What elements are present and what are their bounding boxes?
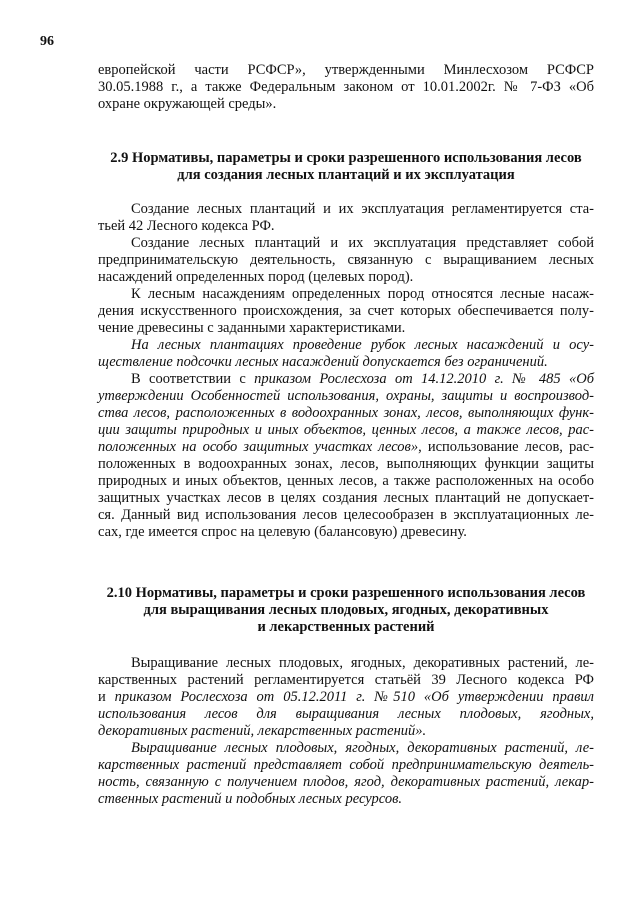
heading-line: 2.9 Нормативы, параметры и сроки разрешенного использования лесов bbox=[110, 150, 582, 166]
paragraph bbox=[98, 371, 594, 541]
text-line: ся. Данный вид использования лесов целесообразен в эксплуатационных ле- bbox=[98, 507, 594, 523]
text-line: 30.05.1988 г., а также Федеральным законом от 10.01.2002г. № 7-ФЗ «Об bbox=[98, 79, 594, 95]
text-line: европейской части РСФСР», утвержденными Минлесхозом РСФСР bbox=[98, 62, 594, 78]
text-line: использования лесов для выращивания лесных плодовых, ягодных, bbox=[98, 706, 594, 722]
page-number: 96 bbox=[40, 34, 54, 49]
text-run: приказом Рослесхоза от 14.12.2010 г. № 485 «Об bbox=[254, 371, 594, 387]
section-body-2-9 bbox=[98, 201, 594, 541]
text-line: защитных участках лесов в целях создания лесных плантаций не допускает- bbox=[98, 490, 594, 506]
text-line: положенных в водоохранных зонах, лесов, выполняющих функции защиты bbox=[98, 456, 594, 472]
text-line bbox=[98, 439, 594, 456]
paragraph bbox=[98, 286, 594, 337]
text-line: охране окружающей среды». bbox=[98, 96, 277, 112]
text-line bbox=[98, 371, 594, 388]
paragraph bbox=[98, 201, 594, 235]
text-line: ственных растений и подобных лесных ресурсов. bbox=[98, 791, 403, 807]
text-line: карственных растений регламентируется статьёй 39 Лесного кодекса РФ bbox=[98, 672, 594, 688]
paragraph-italic bbox=[98, 740, 594, 808]
text-line: природных и иных объектов, ценных лесов, а также расположенных на особо bbox=[98, 473, 594, 489]
paragraph bbox=[98, 235, 594, 286]
text-line: ществление подсочки лесных насаждений допускается без ограничений. bbox=[98, 354, 548, 370]
heading-line: 2.10 Нормативы, параметры и сроки разрешенного использования лесов bbox=[106, 585, 586, 601]
heading-line: для выращивания лесных плодовых, ягодных, декоративных bbox=[143, 602, 549, 618]
text-line: Создание лесных плантаций и их эксплуатация регламентируется ста- bbox=[131, 201, 594, 217]
text-line: Создание лесных плантаций и их эксплуатация представляет собой bbox=[131, 235, 594, 251]
paragraph bbox=[98, 655, 594, 740]
section-heading-2-10 bbox=[98, 585, 594, 636]
text-line: ции защиты природных и иных объектов, ценных лесов, а также лесов, рас- bbox=[98, 422, 594, 438]
text-line: декоративных растений, лекарственных растений». bbox=[98, 723, 427, 739]
paragraph-italic bbox=[98, 337, 594, 371]
text-line: дения искусственного происхождения, за счет которых обеспечивается полу- bbox=[98, 303, 594, 319]
text-line: насаждений определенных пород (целевых пород). bbox=[98, 269, 414, 285]
text-line: карственных растений представляет собой предпринимательскую деятель- bbox=[98, 757, 594, 773]
text-line: утверждении Особенностей использования, охраны, защиты и воспроизвод- bbox=[98, 388, 594, 404]
text-line: тьей 42 Лесного кодекса РФ. bbox=[98, 218, 275, 234]
text-line: ность, связанную с получением плодов, ягод, декоративных растений, лекар- bbox=[98, 774, 594, 790]
text-line: чение древесины с заданными характеристиками. bbox=[98, 320, 406, 336]
text-line bbox=[98, 689, 594, 706]
text-line: К лесным насаждениям определенных пород относятся лесные насаж- bbox=[131, 286, 594, 302]
text-line: Выращивание лесных плодовых, ягодных, декоративных растений, ле- bbox=[131, 655, 594, 671]
text-line: На лесных плантациях проведение рубок лесных насаждений и осу- bbox=[131, 337, 594, 353]
intro-paragraph bbox=[98, 62, 594, 113]
section-body-2-10 bbox=[98, 655, 594, 808]
text-line: сах, где имеется спрос на целевую (балансовую) древесину. bbox=[98, 524, 467, 540]
text-run: , использование лесов, рас- bbox=[418, 439, 594, 455]
text-run: В соответствии с bbox=[131, 371, 255, 387]
text-run: приказом Рослесхоза от 05.12.2011 г. №510 «Об утверждении правил bbox=[114, 689, 594, 705]
text-line: ства лесов, расположенных в водоохранных зонах, лесов, выполняющих функ- bbox=[98, 405, 594, 421]
text-line: Выращивание лесных плодовых, ягодных, декоративных растений, ле- bbox=[131, 740, 594, 756]
heading-line: и лекарственных растений bbox=[257, 619, 435, 635]
text-run: и bbox=[98, 689, 115, 705]
heading-line: для создания лесных плантаций и их эксплуатация bbox=[177, 167, 515, 183]
text-line: предпринимательскую деятельность, связанную с выращиванием лесных bbox=[98, 252, 594, 268]
text-run: положенных на особо защитных участках лесов» bbox=[98, 439, 419, 455]
section-heading-2-9 bbox=[98, 150, 594, 184]
